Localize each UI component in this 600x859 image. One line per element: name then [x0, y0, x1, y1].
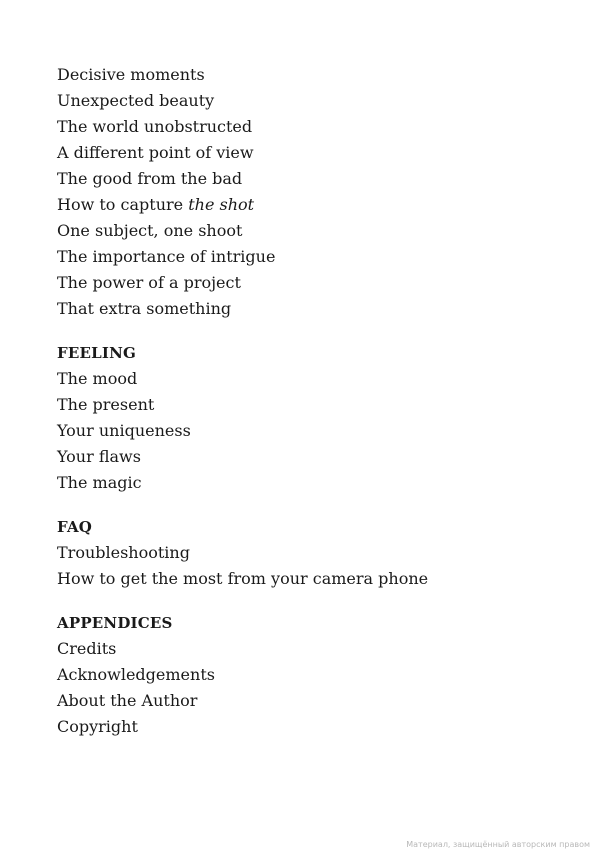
toc-item-flaws: Your flaws: [57, 447, 141, 466]
toc-item-importance-of-intrigue: The importance of intrigue: [57, 247, 276, 266]
toc-item-mood: The mood: [57, 369, 138, 388]
section-heading-faq: FAQ: [57, 518, 93, 536]
toc-item-troubleshooting: Troubleshooting: [57, 543, 190, 562]
copyright-watermark: Материал, защищённый авторским правом: [406, 840, 590, 849]
toc-item-camera-phone: How to get the most from your camera phone: [57, 569, 429, 588]
section-spacer: [57, 592, 577, 610]
toc-item-how-to-capture: [57, 192, 577, 218]
toc-section-faq: [57, 514, 577, 592]
section-spacer: [57, 496, 577, 514]
toc-item-unexpected-beauty: Unexpected beauty: [57, 91, 215, 110]
section-heading-feeling: FEELING: [57, 344, 137, 362]
toc-item-good-from-bad: The good from the bad: [57, 169, 243, 188]
toc-item-the-shot-emphasis: the shot: [188, 195, 255, 214]
toc-item-credits: Credits: [57, 639, 117, 658]
table-of-contents: [57, 62, 577, 740]
toc-item-acknowledgements: Acknowledgements: [57, 665, 215, 684]
toc-section-1: [57, 62, 577, 322]
toc-item-world-unobstructed: The world unobstructed: [57, 117, 253, 136]
toc-item-extra-something: That extra something: [57, 299, 232, 318]
toc-section-appendices: [57, 610, 577, 740]
toc-item-present: The present: [57, 395, 155, 414]
section-spacer: [57, 322, 577, 340]
toc-item-uniqueness: Your uniqueness: [57, 421, 191, 440]
toc-item-about-author: About the Author: [57, 691, 198, 710]
toc-item-power-of-project: The power of a project: [57, 273, 241, 292]
toc-item-decisive-moments: Decisive moments: [57, 65, 205, 84]
toc-item-how-to-capture-text: How to capture: [57, 195, 189, 214]
toc-item-copyright: Copyright: [57, 717, 138, 736]
toc-item-different-point-of-view: A different point of view: [57, 143, 254, 162]
section-heading-appendices: APPENDICES: [57, 614, 173, 632]
toc-item-one-subject: One subject, one shoot: [57, 221, 243, 240]
toc-section-feeling: [57, 340, 577, 496]
toc-item-magic: The magic: [57, 473, 142, 492]
